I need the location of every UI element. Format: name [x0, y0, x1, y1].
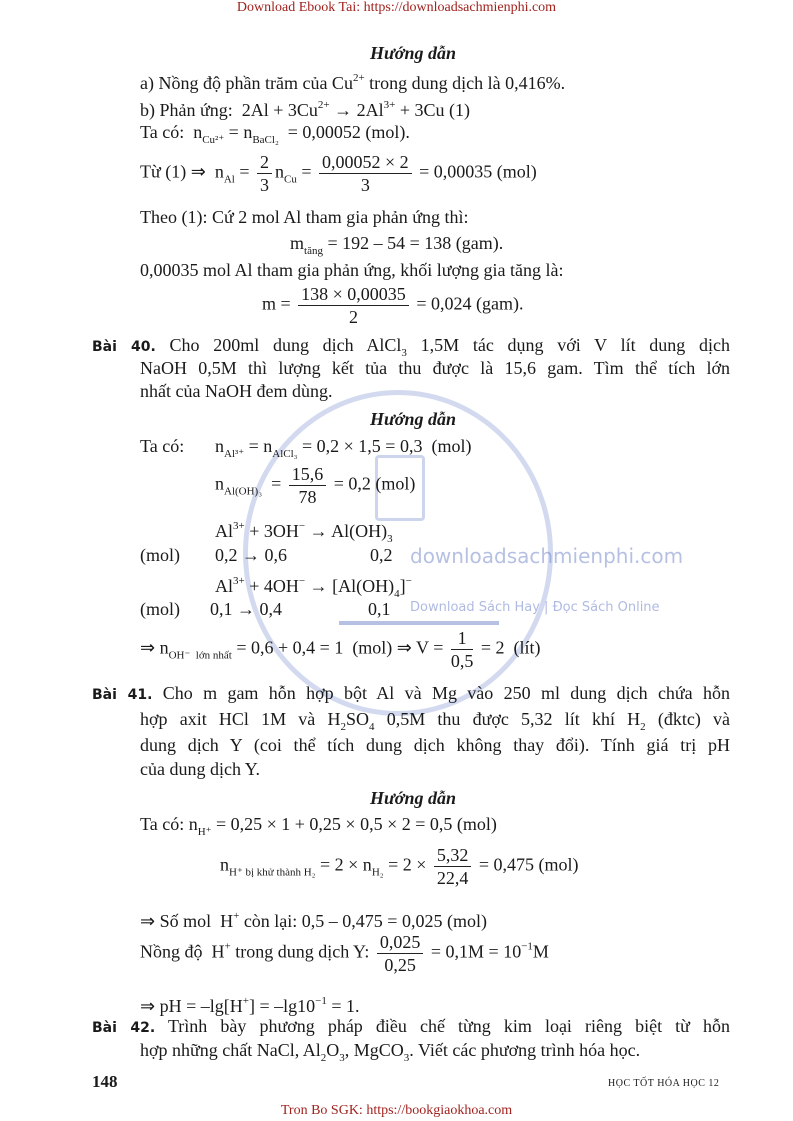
text-run: = 2 × n	[315, 854, 372, 875]
text-run: , MgCO	[344, 1040, 404, 1060]
subscript: 2	[320, 1052, 327, 1064]
text-run: = 0,25 × 1 + 0,25 × 0,5 × 2 = 0,5 (mol)	[211, 814, 497, 834]
text-run: n	[220, 854, 229, 875]
text-run: trong dung dịch là 0,416%.	[364, 73, 566, 93]
text-line	[140, 94, 470, 121]
text-run: Al	[215, 521, 233, 541]
subscript: 4	[394, 588, 400, 600]
heading-text: Hướng dẫn	[370, 43, 456, 63]
text-run: Ta có: n	[140, 122, 203, 142]
text-run: nhất của NaOH đem dùng.	[140, 381, 333, 401]
text-run: Ta có:	[140, 436, 185, 456]
text-line	[290, 232, 503, 262]
text-line	[140, 121, 410, 151]
text-run: = 2 (lít)	[476, 637, 541, 658]
superscript: 3+	[233, 575, 245, 587]
exercise-label: Bài 42.	[92, 1020, 156, 1036]
heading-text: Hướng dẫn	[370, 409, 456, 429]
subscript: Al³⁺	[224, 448, 245, 460]
text-run: trong dung dịch Y:	[230, 941, 374, 962]
fraction	[451, 628, 474, 671]
text-run: → 2Al	[329, 100, 384, 120]
watermark-tagline: Download Sách Hay | Đọc Sách Online	[410, 600, 660, 615]
text-line	[92, 1015, 730, 1039]
section-heading	[0, 42, 793, 64]
text-run: n	[274, 161, 284, 182]
text-run: . Viết các phương trình hóa học.	[409, 1040, 641, 1060]
text-run: hợp axit HCl 1M và H	[140, 709, 341, 729]
subscript: H⁺	[197, 826, 212, 838]
text-run: =	[296, 161, 316, 182]
text-run: O	[326, 1040, 340, 1060]
header-download-link[interactable]: Download Ebook Tai: https://downloadsachmienphi.com	[236, 0, 557, 15]
superscript: 2+	[352, 72, 365, 84]
text-line	[140, 628, 541, 671]
text-run: Nồng độ H	[140, 941, 225, 962]
fraction	[257, 152, 272, 195]
text-run: (mol)	[140, 545, 180, 565]
superscript: +	[242, 995, 249, 1007]
running-title: HỌC TỐT HÓA HỌC 12	[608, 1078, 720, 1089]
superscript: 3+	[233, 520, 245, 532]
text-run: = 1.	[326, 996, 360, 1016]
text-run: ⇒ pH = –lg[H	[140, 996, 243, 1016]
text-run: dung dịch Y (coi thể tích dung dịch không thay đổi). Tính giá trị pH	[140, 735, 730, 755]
text-line	[140, 905, 487, 932]
text-run: (mol)	[140, 599, 180, 619]
text-line	[262, 284, 523, 327]
text-run: 0,2	[370, 545, 393, 565]
denominator: 3	[360, 175, 370, 195]
text-run: =	[262, 473, 286, 494]
superscript: −	[405, 575, 412, 587]
text-run: Al	[215, 576, 233, 596]
text-line	[140, 357, 730, 379]
superscript: −1	[315, 995, 327, 1007]
subscript: H₂	[371, 866, 384, 879]
heading-text: Hướng dẫn	[370, 788, 456, 808]
text-run: hợp những chất NaCl, Al	[140, 1040, 321, 1060]
fraction	[434, 845, 472, 888]
text-line	[368, 598, 391, 620]
text-line	[140, 598, 180, 620]
subscript: 3	[401, 347, 407, 359]
text-line	[140, 990, 359, 1017]
text-run: còn lại: 0,5 – 0,475 = 0,025 (mol)	[239, 911, 487, 931]
subscript: 2	[640, 721, 646, 733]
fraction	[377, 932, 424, 975]
section-heading	[0, 787, 793, 809]
subscript: BaCl₂	[252, 134, 279, 146]
text-run: 1,5M tác dụng với V lít dung dịch	[406, 335, 730, 355]
text-line	[140, 932, 549, 975]
text-line	[92, 682, 730, 706]
text-line	[140, 152, 537, 195]
text-run: = 0,6 + 0,4 = 1 (mol) ⇒ V =	[231, 637, 448, 658]
text-run: 0,1 → 0,4	[210, 599, 282, 619]
text-line	[140, 67, 565, 94]
text-run: Ta có: n	[140, 814, 198, 834]
text-run: + 3OH	[244, 521, 299, 541]
text-line	[140, 380, 332, 402]
text-run: = 2 ×	[383, 854, 431, 875]
text-line	[370, 544, 393, 566]
text-line	[140, 813, 497, 843]
watermark-bar	[339, 621, 499, 625]
superscript: 3+	[383, 99, 396, 111]
text-line	[140, 758, 260, 780]
text-run: n	[215, 473, 224, 494]
text-line	[210, 598, 282, 620]
text-run: = 0,024 (gam).	[411, 293, 524, 314]
superscript: −	[298, 575, 306, 587]
text-line	[140, 734, 730, 756]
exercise-label: Bài 41.	[92, 687, 153, 703]
text-run: m	[290, 233, 305, 253]
text-run: Trình bày phương pháp điều chế từng kim loại riêng biệt từ hỗn	[155, 1016, 730, 1036]
superscript: −1	[521, 940, 533, 953]
text-run: + 3Cu (1)	[395, 100, 471, 120]
fraction	[319, 152, 412, 195]
text-run: Cho m gam hỗn hợp bột Al và Mg vào 250 ml dung dịch chứa hỗn	[152, 683, 731, 703]
text-run: m =	[262, 293, 296, 314]
subscript: H⁺ bị khử thành H₂	[229, 866, 316, 879]
page-number: 148	[92, 1072, 118, 1091]
denominator: 0,25	[384, 955, 416, 975]
text-line	[140, 259, 563, 281]
text-run: (đktc) và	[645, 709, 730, 729]
text-run: b) Phản ứng: 2Al + 3Cu	[140, 100, 318, 120]
numerator: 5,32	[434, 845, 472, 867]
superscript: 2+	[317, 99, 330, 111]
numerator: 1	[451, 628, 474, 650]
text-run: Theo (1): Cứ 2 mol Al tham gia phản ứng thì:	[140, 207, 469, 227]
text-run: = 0,2 (mol)	[329, 473, 416, 494]
text-run: Cho 200ml dung dịch AlCl	[155, 335, 402, 355]
numerator: 15,6	[289, 464, 327, 486]
text-line	[215, 544, 287, 566]
text-run: Từ (1) ⇒ n	[140, 161, 224, 182]
subscript: 3	[339, 1052, 345, 1064]
text-run: SO	[345, 709, 369, 729]
text-line	[140, 544, 180, 566]
subscript: AlCl₃	[272, 448, 298, 460]
text-run: → [Al(OH)	[305, 576, 395, 596]
section-heading	[0, 408, 793, 430]
text-line	[215, 435, 471, 465]
exercise-label: Bài 40.	[92, 339, 156, 355]
fraction	[289, 464, 327, 507]
watermark-site: downloadsachmienphi.com	[410, 544, 684, 568]
text-run: → Al(OH)	[305, 521, 388, 541]
denominator: 0,5	[450, 651, 474, 671]
superscript: −	[298, 520, 306, 532]
text-run: của dung dịch Y.	[140, 759, 260, 779]
text-run: NaOH 0,5M thì lượng kết tủa thu được là 15,6 gam. Tìm thể tích lớn	[140, 358, 730, 378]
text-run: ] = –lg10	[248, 996, 316, 1016]
text-run: = 192 – 54 = 138 (gam).	[322, 233, 504, 253]
denominator: 2	[348, 307, 358, 327]
superscript: +	[224, 940, 231, 953]
denominator: 78	[298, 487, 317, 507]
text-line	[140, 206, 468, 228]
text-run: ⇒ Số mol H	[140, 911, 234, 931]
text-line	[140, 1039, 640, 1069]
text-run: 0,5M thu được 5,32 lít khí H	[374, 709, 641, 729]
text-line	[220, 845, 579, 888]
text-run: ]	[399, 576, 406, 596]
text-run: 0,1	[368, 599, 391, 619]
numerator: 2	[257, 152, 272, 174]
subscript: 4	[369, 721, 375, 733]
text-run: ⇒ n	[140, 637, 169, 658]
text-run: = 0,00035 (mol)	[414, 161, 537, 182]
text-run: = 0,475 (mol)	[474, 854, 579, 875]
subscript: Cu²⁺	[202, 134, 225, 146]
text-run: n	[215, 436, 224, 456]
footer-sgk-link[interactable]: Tron Bo SGK: https://bookgiaokhoa.com	[280, 1103, 513, 1118]
text-line	[140, 435, 184, 457]
subscript: Al	[223, 173, 235, 186]
subscript: 3	[387, 533, 393, 545]
superscript: +	[233, 910, 240, 922]
text-line	[215, 464, 415, 507]
subscript: tăng	[304, 245, 323, 257]
subscript: Cu	[283, 173, 297, 186]
numerator: 0,00052 × 2	[319, 152, 412, 174]
denominator: 3	[259, 175, 269, 195]
denominator: 22,4	[436, 868, 469, 888]
subscript: 3	[403, 1052, 410, 1064]
numerator: 0,025	[377, 932, 424, 954]
text-run: =	[234, 161, 254, 182]
subscript: Al(OH)₃	[224, 485, 263, 498]
subscript: OH⁻ lớn nhất	[168, 649, 232, 662]
text-run: = 0,2 × 1,5 = 0,3 (mol)	[297, 436, 472, 456]
fraction	[298, 284, 409, 327]
text-run: + 4OH	[244, 576, 299, 596]
text-run: = n	[224, 122, 253, 142]
text-run: = n	[244, 436, 273, 456]
text-run: 0,2 → 0,6	[215, 545, 287, 565]
subscript: 2	[340, 721, 346, 733]
text-run: M	[532, 941, 549, 962]
text-run: = 0,00052 (mol).	[278, 122, 410, 142]
text-run: = 0,1M = 10	[426, 941, 522, 962]
text-run: a) Nồng độ phần trăm của Cu	[140, 73, 353, 93]
numerator: 138 × 0,00035	[298, 284, 409, 306]
text-run: 0,00035 mol Al tham gia phản ứng, khối lượng gia tăng là:	[140, 260, 564, 280]
